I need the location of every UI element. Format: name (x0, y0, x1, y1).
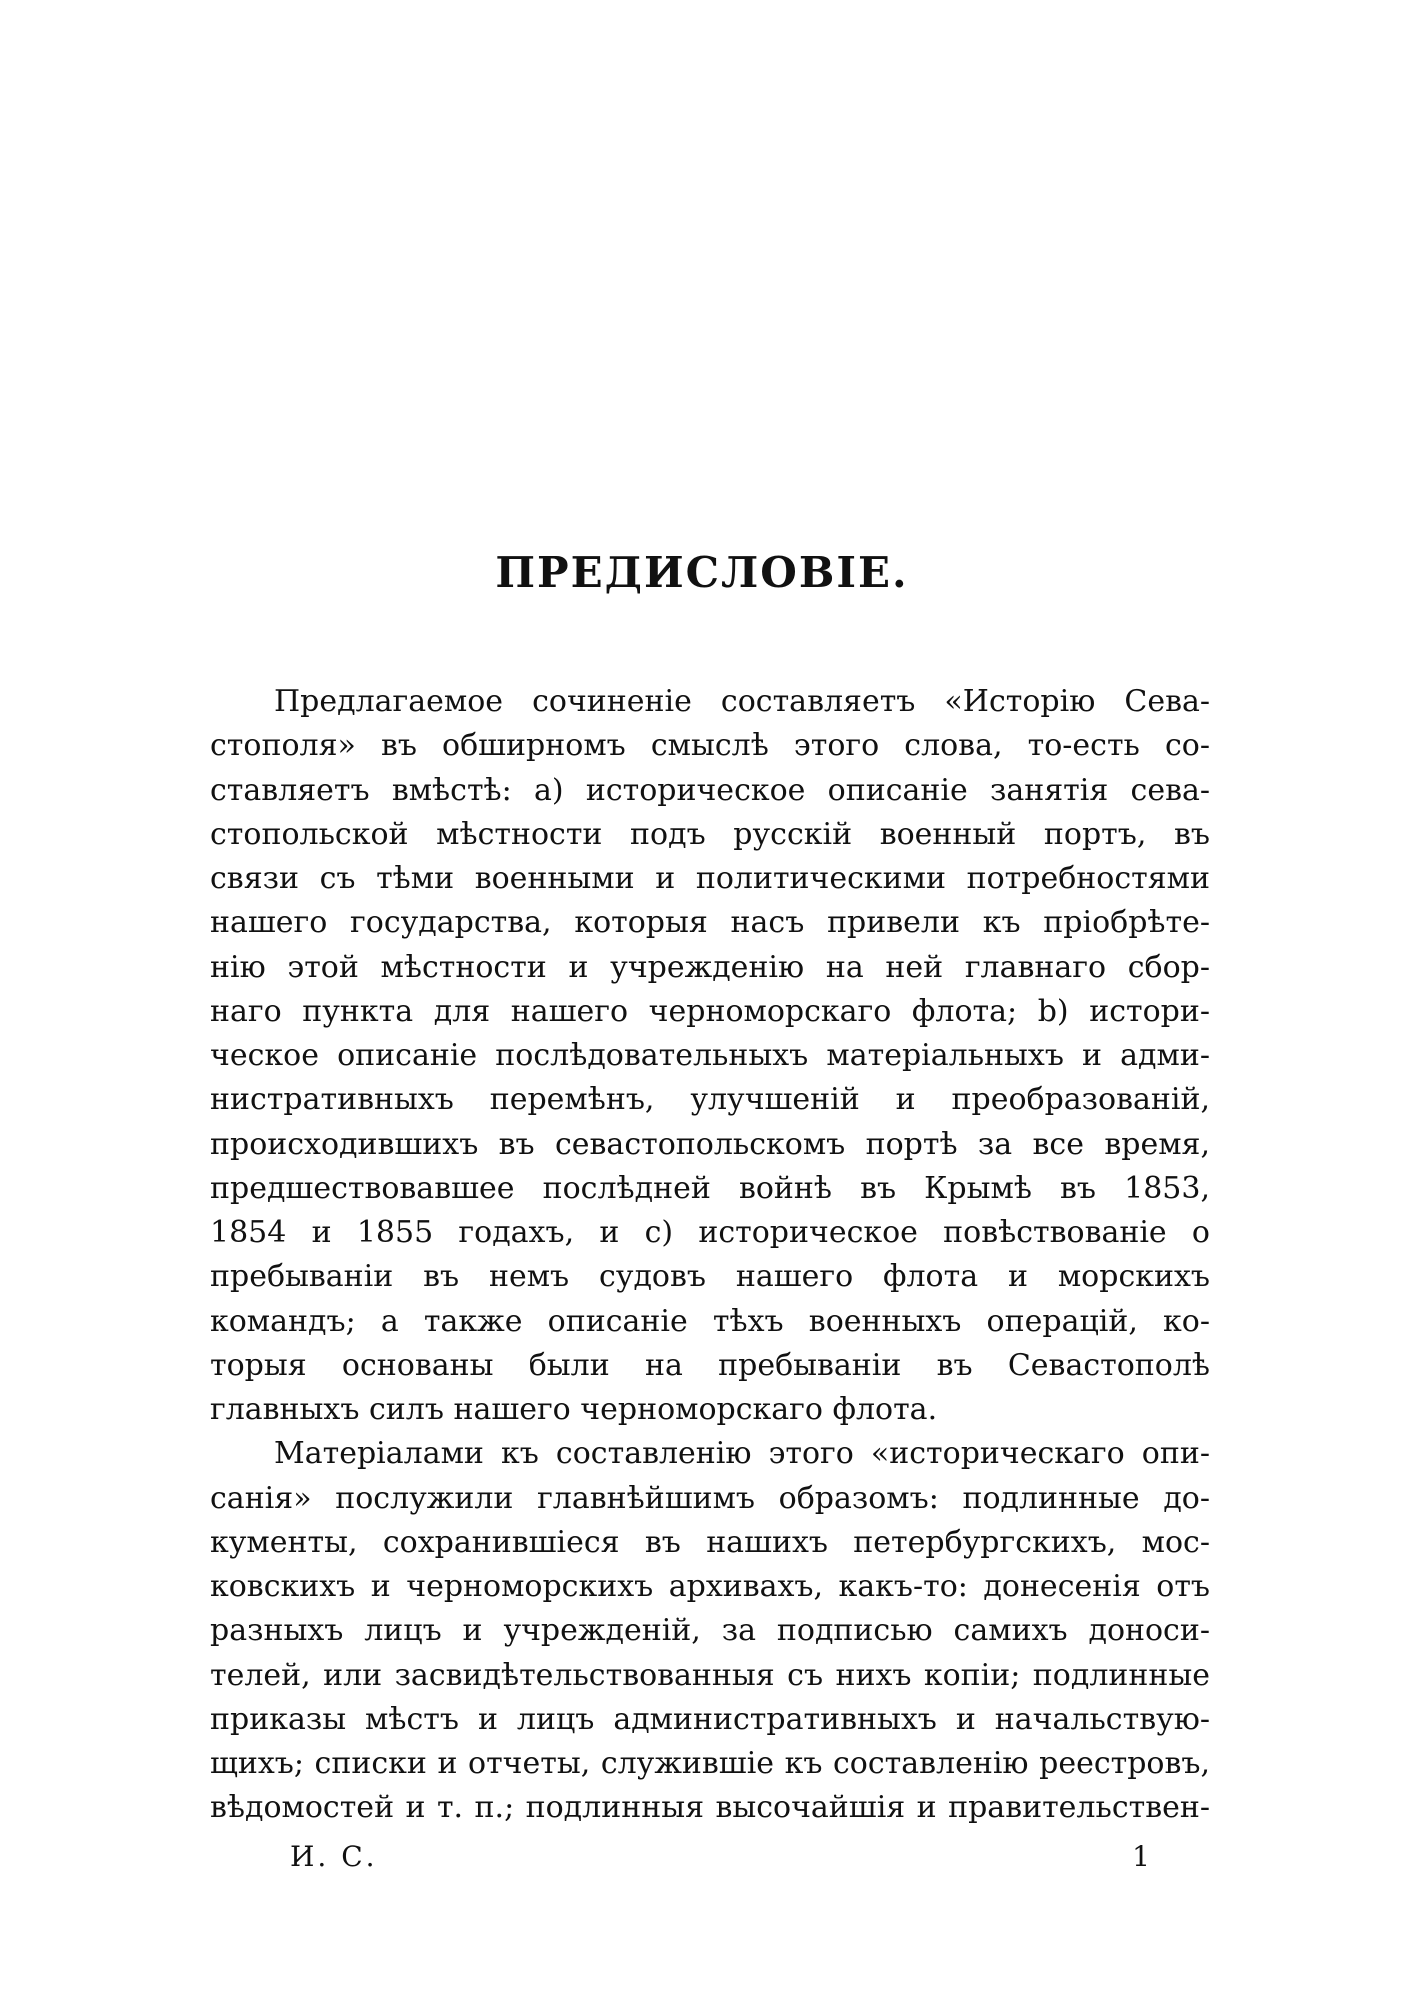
text-line: происходившихъ въ севастопольскомъ портѣ за все время, (210, 1126, 1210, 1162)
text-line: ческое описаніе послѣдовательныхъ матеріальныхъ и адми- (210, 1038, 1210, 1073)
text-line: пребываніи въ немъ судовъ нашего флота и морскихъ (210, 1259, 1210, 1295)
sheet-number: 1 (1132, 1840, 1150, 1873)
text-line: наго пункта для нашего черноморскаго флота; b) истори- (210, 993, 1210, 1029)
signature-mark: И. С. (290, 1840, 378, 1873)
text-line: ставляетъ вмѣстѣ: а) историческое описаніе занятія сева- (210, 772, 1210, 808)
text-line: нію этой мѣстности и учрежденію на ней главнаго сбор- (210, 949, 1210, 985)
page-footer (290, 1840, 1150, 1884)
text-line: предшествовавшее послѣдней войнѣ въ Крымѣ въ 1853, (210, 1170, 1210, 1206)
text-line: щихъ; списки и отчеты, служившіе къ составленію реестровъ, (210, 1746, 1210, 1781)
text-line: Матеріалами къ составленію этого «историческаго опи- (274, 1436, 1210, 1472)
text-line: телей, или засвидѣтельствованныя съ нихъ копіи; подлинные (210, 1657, 1210, 1693)
text-line: стополя» въ обширномъ смыслѣ этого слова, то-есть со- (210, 728, 1210, 764)
text-line: нашего государства, которыя насъ привели къ пріобрѣте- (210, 905, 1210, 941)
page-title: ПРЕДИСЛОВІЕ. (495, 548, 909, 597)
text-line: кументы, сохранившіеся въ нашихъ петербургскихъ, мос- (210, 1524, 1210, 1560)
text-line: вѣдомостей и т. п.; подлинныя высочайшія и правительствен- (210, 1790, 1210, 1826)
text-line: разныхъ лицъ и учрежденій, за подписью самихъ доноси- (210, 1613, 1210, 1649)
text-line: санія» послужили главнѣйшимъ образомъ: подлинные до- (210, 1480, 1210, 1516)
text-line: нистративныхъ перемѣнъ, улучшеній и преобразованій, (210, 1082, 1210, 1118)
body-text (210, 680, 1210, 1831)
text-line: главныхъ силъ нашего черноморскаго флота. (210, 1392, 938, 1427)
text-line: приказы мѣстъ и лицъ административныхъ и начальствую- (210, 1701, 1210, 1737)
text-line: стопольской мѣстности подъ русскій военный портъ, въ (210, 816, 1210, 852)
text-line: Предлагаемое сочиненіе составляетъ «Исторію Сева- (274, 684, 1210, 719)
text-line: связи съ тѣми военными и политическими потребностями (210, 861, 1210, 896)
text-line: торыя основаны были на пребываніи въ Севастополѣ (210, 1347, 1210, 1383)
text-line: командъ; а также описаніе тѣхъ военныхъ операцій, ко- (210, 1303, 1210, 1339)
text-line: ковскихъ и черноморскихъ архивахъ, какъ-то: донесенія отъ (210, 1569, 1210, 1604)
text-line: 1854 и 1855 годахъ, и с) историческое повѣствованіе о (210, 1215, 1210, 1250)
